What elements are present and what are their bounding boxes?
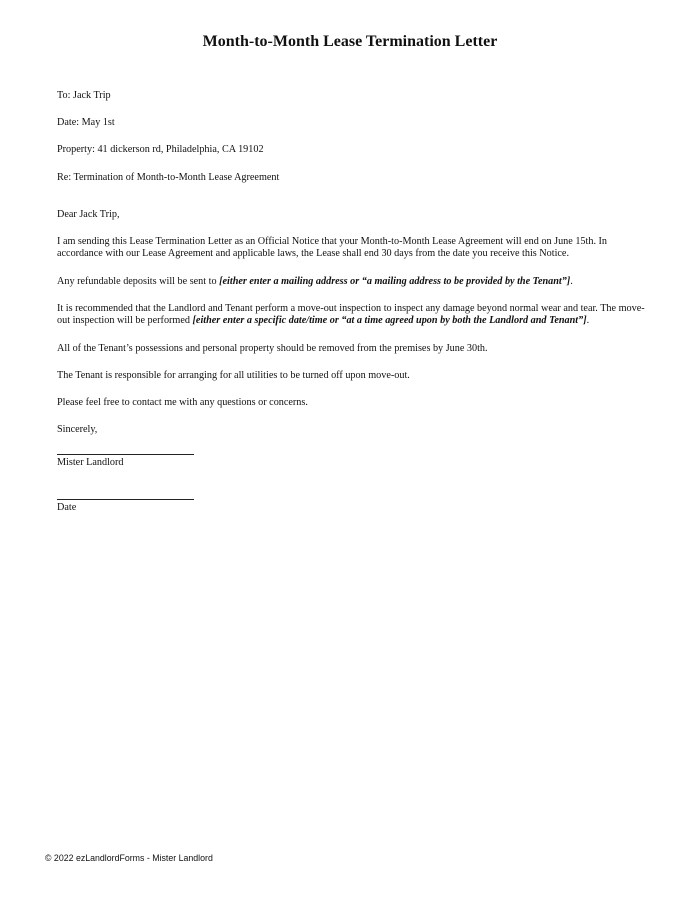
property-line: Property: 41 dickerson rd, Philadelphia, CA 19102: [57, 144, 264, 156]
paragraph-inspection: [57, 303, 647, 328]
document-title: Month-to-Month Lease Termination Letter: [202, 33, 498, 50]
letter-body: [57, 90, 647, 515]
inspection-intro: It is recommended that the Landlord and Tenant perform a move-out inspection to inspect any damage beyond normal wear and tear. The move-out inspection will be performed: [57, 302, 645, 327]
salutation: Dear Jack Trip,: [57, 208, 120, 220]
date-line: Date: May 1st: [57, 117, 115, 129]
paragraph-contact: Please feel free to contact me with any questions or concerns.: [57, 396, 308, 408]
paragraph-utilities: The Tenant is responsible for arranging for all utilities to be turned off upon move-out.: [57, 369, 410, 381]
deposits-end: .: [570, 275, 573, 287]
date-label: Date: [57, 502, 77, 514]
signature-line: [57, 454, 194, 455]
paragraph-deposits: [57, 276, 647, 289]
footer-copyright: © 2022 ezLandlordForms - Mister Landlord: [45, 853, 213, 863]
inspection-placeholder: [either enter a specific date/time or “at a time agreed upon by both the Landlord and Tenant”]: [192, 315, 587, 327]
closing: Sincerely,: [57, 424, 98, 436]
re-line: Re: Termination of Month-to-Month Lease Agreement: [57, 171, 280, 183]
to-line: To: Jack Trip: [57, 90, 111, 101]
signature-name: Mister Landlord: [57, 456, 124, 468]
paragraph-possessions: All of the Tenant’s possessions and personal property should be removed from the premises by June 30th.: [57, 342, 488, 354]
deposits-placeholder: [either enter a mailing address or “a mailing address to be provided by the Tenant”]: [219, 275, 571, 287]
paragraph-notice: I am sending this Lease Termination Letter as an Official Notice that your Month-to-Month Lease Agreement will end on June 15th. In accordance with our Lease Agreement and applicable laws, the Lease shall end 30 days from the date you receive this Notice.: [57, 235, 608, 260]
deposits-intro: Any refundable deposits will be sent to: [57, 275, 220, 287]
inspection-end: .: [586, 315, 590, 327]
date-signature-line: [57, 499, 194, 500]
